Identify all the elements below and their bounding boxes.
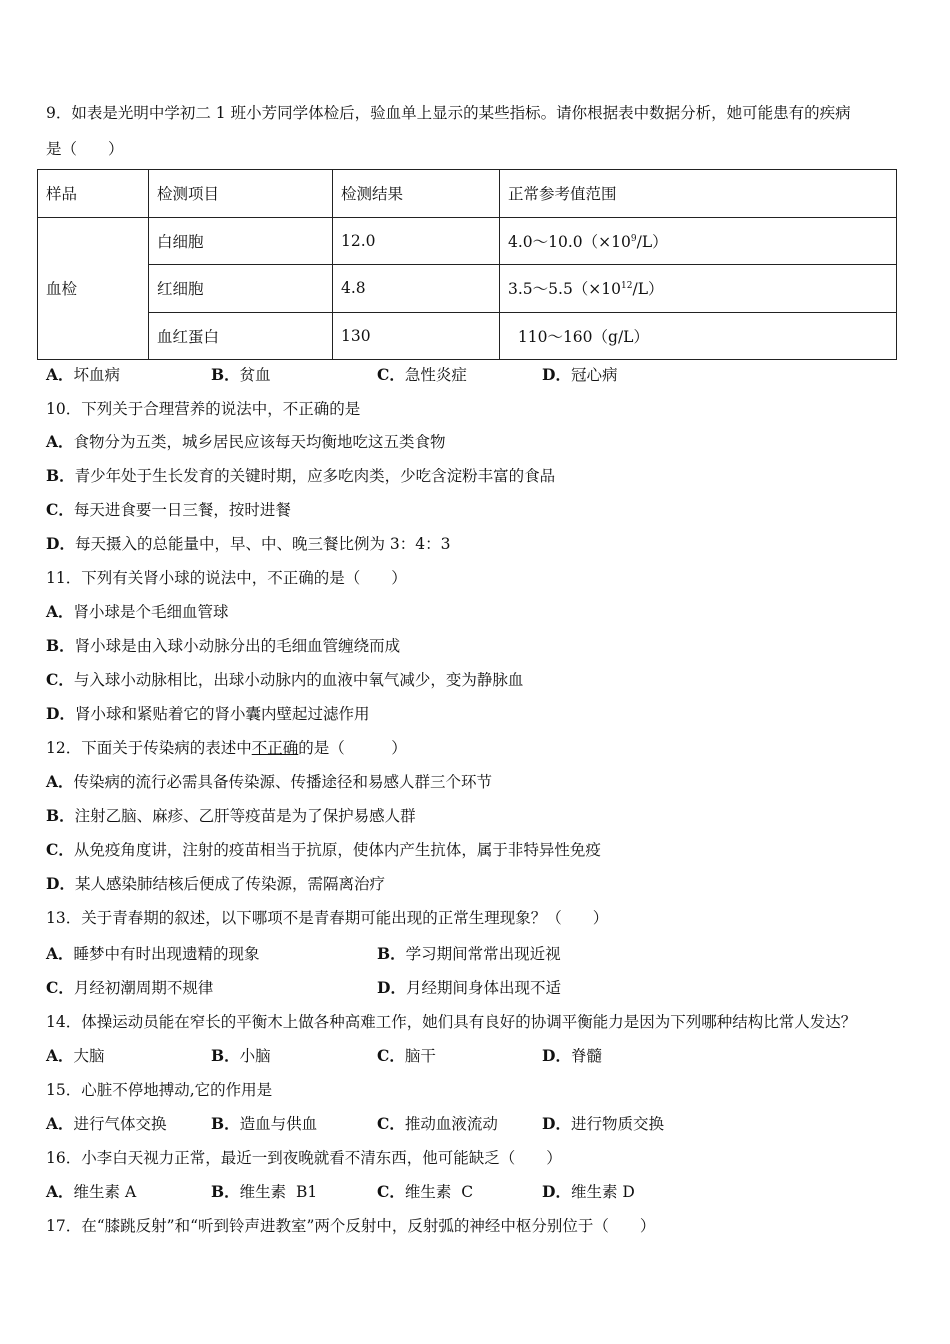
q13-option-a[interactable]: A．睡梦中有时出现遗精的现象: [46, 944, 260, 963]
q13-option-d[interactable]: D．月经期间身体出现不适: [377, 978, 561, 997]
q13-stem: 13．关于青春期的叙述，以下哪项不是青春期可能出现的正常生理现象？（ ）: [46, 909, 609, 927]
q14-stem: 14．体操运动员能在窄长的平衡木上做各种高难工作，她们具有良好的协调平衡能力是因为下列哪种结构比常人发达？: [46, 1013, 857, 1031]
header-item: 检测项目: [149, 170, 333, 218]
q9-option-b[interactable]: B．贫血: [211, 365, 271, 384]
q15-option-a[interactable]: A．进行气体交换: [46, 1114, 167, 1133]
header-result: 检测结果: [333, 170, 500, 218]
range-unit: /L）: [632, 280, 664, 299]
q15-stem: 15．心脏不停地搏动,它的作用是: [46, 1081, 273, 1099]
table-row: [38, 312, 897, 360]
q11-option-c[interactable]: C．与入球小动脉相比，出球小动脉内的血液中氧气减少，变为静脉血: [46, 670, 524, 689]
q10-option-d[interactable]: D．每天摄入的总能量中，早、中、晚三餐比例为 3：4：3: [46, 534, 451, 553]
q11-option-a[interactable]: A．肾小球是个毛细血管球: [46, 602, 229, 621]
q11-option-d[interactable]: D．肾小球和紧贴着它的肾小囊内壁起过滤作用: [46, 704, 370, 723]
range-text: 4.0～10.0（×10: [508, 232, 631, 251]
q9-option-c[interactable]: C．急性炎症: [377, 365, 467, 384]
q16-option-b[interactable]: B．维生素 B1: [211, 1182, 318, 1201]
q17-stem: 17．在“膝跳反射”和“听到铃声进教室”两个反射中，反射弧的神经中枢分别位于（ ）: [46, 1217, 656, 1235]
item-cell: 白细胞: [149, 217, 333, 265]
q9-option-d[interactable]: D．冠心病: [542, 365, 618, 384]
range-cell: [500, 217, 897, 265]
table-row: [38, 217, 897, 265]
q13-option-c[interactable]: C．月经初潮周期不规律: [46, 978, 214, 997]
q11-stem: 11．下列有关肾小球的说法中，不正确的是（ ）: [46, 569, 407, 587]
q16-stem: 16．小李白天视力正常，最近一到夜晚就看不清东西，他可能缺乏（ ）: [46, 1149, 562, 1167]
q14-option-b[interactable]: B．小脑: [211, 1046, 271, 1065]
table-header-row: [38, 170, 897, 218]
q14-option-a[interactable]: A．大脑: [46, 1046, 105, 1065]
range-exponent: 12: [621, 281, 633, 292]
q12-option-d[interactable]: D．某人感染肺结核后便成了传染源，需隔离治疗: [46, 874, 385, 893]
q13-option-b[interactable]: B．学习期间常常出现近视: [377, 944, 561, 963]
q16-option-c[interactable]: C．维生素 C: [377, 1182, 474, 1201]
q10-stem: 10．下列关于合理营养的说法中，不正确的是: [46, 400, 361, 418]
q16-option-d[interactable]: D．维生素 D: [542, 1182, 635, 1201]
q16-option-a[interactable]: A．维生素 A: [46, 1182, 137, 1201]
sample-cell: 血检: [38, 217, 149, 360]
q12-option-c[interactable]: C．从免疫角度讲，注射的疫苗相当于抗原，使体内产生抗体，属于非特异性免疫: [46, 840, 601, 859]
range-cell: [500, 265, 897, 313]
q14-option-d[interactable]: D．脊髓: [542, 1046, 602, 1065]
q14-option-c[interactable]: C．脑干: [377, 1046, 436, 1065]
item-cell: 红细胞: [149, 265, 333, 313]
range-cell: [500, 312, 897, 360]
range-exponent: 9: [630, 233, 637, 244]
header-sample: 样品: [38, 170, 149, 218]
range-unit: /L）: [636, 232, 668, 251]
table-row: [38, 265, 897, 313]
q12-stem: 12．下面关于传染病的表述中不正确的是（ ）: [46, 739, 407, 757]
range-text: 3.5～5.5（×10: [508, 280, 622, 299]
q9-stem-line2: 是（ ）: [46, 140, 124, 158]
q15-option-d[interactable]: D．进行物质交换: [542, 1114, 664, 1133]
q11-option-b[interactable]: B．肾小球是由入球小动脉分出的毛细血管缠绕而成: [46, 636, 401, 655]
q15-option-c[interactable]: C．推动血液流动: [377, 1114, 498, 1133]
q12-underlined-text: 不正确: [251, 739, 299, 757]
q9-stem-line1: 9．如表是光明中学初二 1 班小芳同学体检后，验血单上显示的某些指标。请你根据表中数据分析，她可能患有的疾病: [46, 104, 851, 122]
result-cell: 130: [333, 312, 500, 360]
range-text: 110～160（g/L）: [508, 327, 649, 346]
q15-option-b[interactable]: B．造血与供血: [211, 1114, 318, 1133]
q10-option-a[interactable]: A．食物分为五类，城乡居民应该每天均衡地吃这五类食物: [46, 432, 446, 451]
result-cell: 12.0: [333, 217, 500, 265]
q9-option-a[interactable]: A．坏血病: [46, 365, 121, 384]
item-cell: 血红蛋白: [149, 312, 333, 360]
q10-option-b[interactable]: B．青少年处于生长发育的关键时期，应多吃肉类，少吃含淀粉丰富的食品: [46, 466, 556, 485]
header-range: 正常参考值范围: [500, 170, 897, 218]
q10-option-c[interactable]: C．每天进食要一日三餐，按时进餐: [46, 500, 291, 519]
blood-test-table: [37, 169, 897, 360]
q12-option-a[interactable]: A．传染病的流行必需具备传染源、传播途径和易感人群三个环节: [46, 772, 493, 791]
result-cell: 4.8: [333, 265, 500, 313]
q12-option-b[interactable]: B．注射乙脑、麻疹、乙肝等疫苗是为了保护易感人群: [46, 806, 416, 825]
